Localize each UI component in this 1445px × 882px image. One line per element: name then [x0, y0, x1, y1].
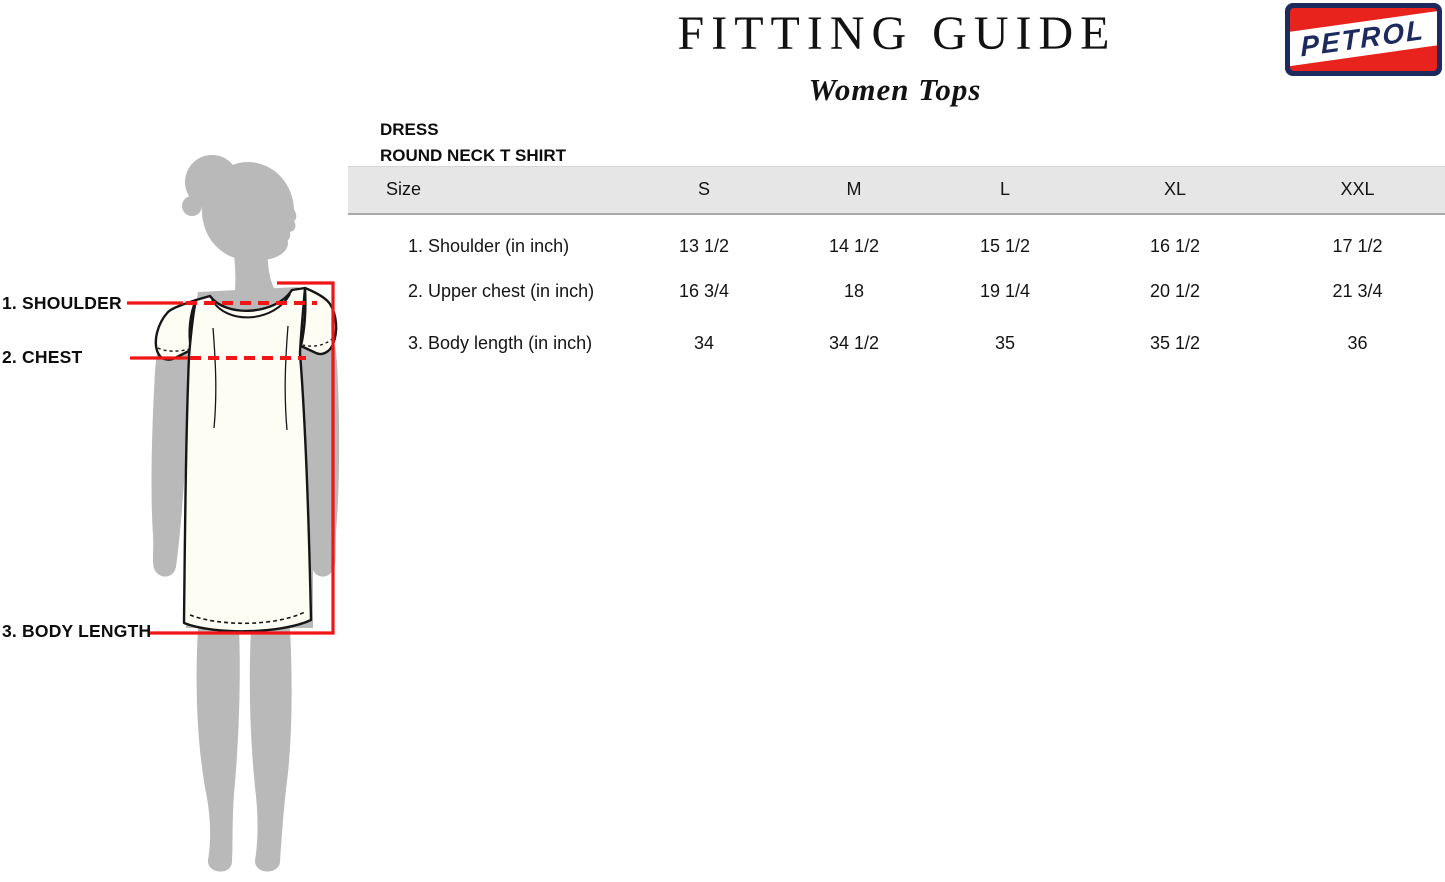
- hair-strand: [182, 196, 202, 216]
- upper-chest-s: 16 3/4: [678, 281, 730, 301]
- fitting-diagram: [0, 130, 360, 882]
- brand-logo-red-field: [1290, 8, 1437, 71]
- column-header-size: Size: [348, 167, 630, 214]
- size-table: [348, 166, 1445, 370]
- column-header-xl: XL: [1080, 167, 1270, 214]
- column-header-m: M: [778, 167, 930, 214]
- brand-logo-text: PETROL: [1300, 13, 1427, 62]
- column-header-xxl: XXL: [1270, 167, 1445, 214]
- size-table-header-row: [348, 167, 1445, 214]
- body-length-xxl: 36: [1347, 333, 1368, 353]
- row-label-shoulder: 1. Shoulder (in inch): [408, 235, 570, 256]
- body-length-xl: 35 1/2: [1149, 333, 1201, 353]
- dress-bodice: [184, 288, 311, 631]
- page-title: FITTING GUIDE: [677, 7, 1117, 60]
- brand-logo: [1285, 3, 1442, 76]
- shoulder-l: 15 1/2: [979, 235, 1031, 256]
- upper-chest-m: 18: [843, 281, 865, 301]
- shoulder-m: 14 1/2: [828, 235, 880, 256]
- right-sleeve: [301, 288, 336, 354]
- category-line-dress: DRESS: [380, 120, 439, 139]
- category-line-round-neck: ROUND NECK T SHIRT: [380, 146, 567, 165]
- upper-chest-l: 19 1/4: [979, 281, 1031, 301]
- row-label-body-length: 3. Body length (in inch): [408, 333, 593, 353]
- upper-chest-xxl: 21 3/4: [1332, 281, 1383, 301]
- upper-chest-xl: 20 1/2: [1149, 281, 1201, 301]
- left-leg: [197, 628, 240, 872]
- column-header-l: L: [930, 167, 1080, 214]
- page-subtitle: Women Tops: [808, 72, 982, 107]
- table-row-body-length: [348, 318, 1445, 370]
- column-header-s: S: [630, 167, 778, 214]
- table-row-shoulder: [348, 214, 1445, 266]
- right-leg: [250, 628, 292, 872]
- body-length-l: 35: [994, 333, 1016, 353]
- shoulder-xl: 16 1/2: [1149, 235, 1201, 256]
- label-body-length: 3. BODY LENGTH: [2, 621, 152, 641]
- table-row-upper-chest: [348, 266, 1445, 318]
- label-shoulder: 1. SHOULDER: [2, 293, 122, 313]
- shoulder-s: 13 1/2: [678, 235, 730, 256]
- size-chart-category: [380, 117, 566, 169]
- brand-logo-band: [1290, 9, 1437, 68]
- label-chest: 2. CHEST: [2, 347, 83, 367]
- body-length-s: 34: [693, 333, 715, 353]
- row-label-upper-chest: 2. Upper chest (in inch): [408, 281, 595, 301]
- shoulder-xxl: 17 1/2: [1332, 235, 1383, 256]
- body-length-m: 34 1/2: [828, 333, 880, 353]
